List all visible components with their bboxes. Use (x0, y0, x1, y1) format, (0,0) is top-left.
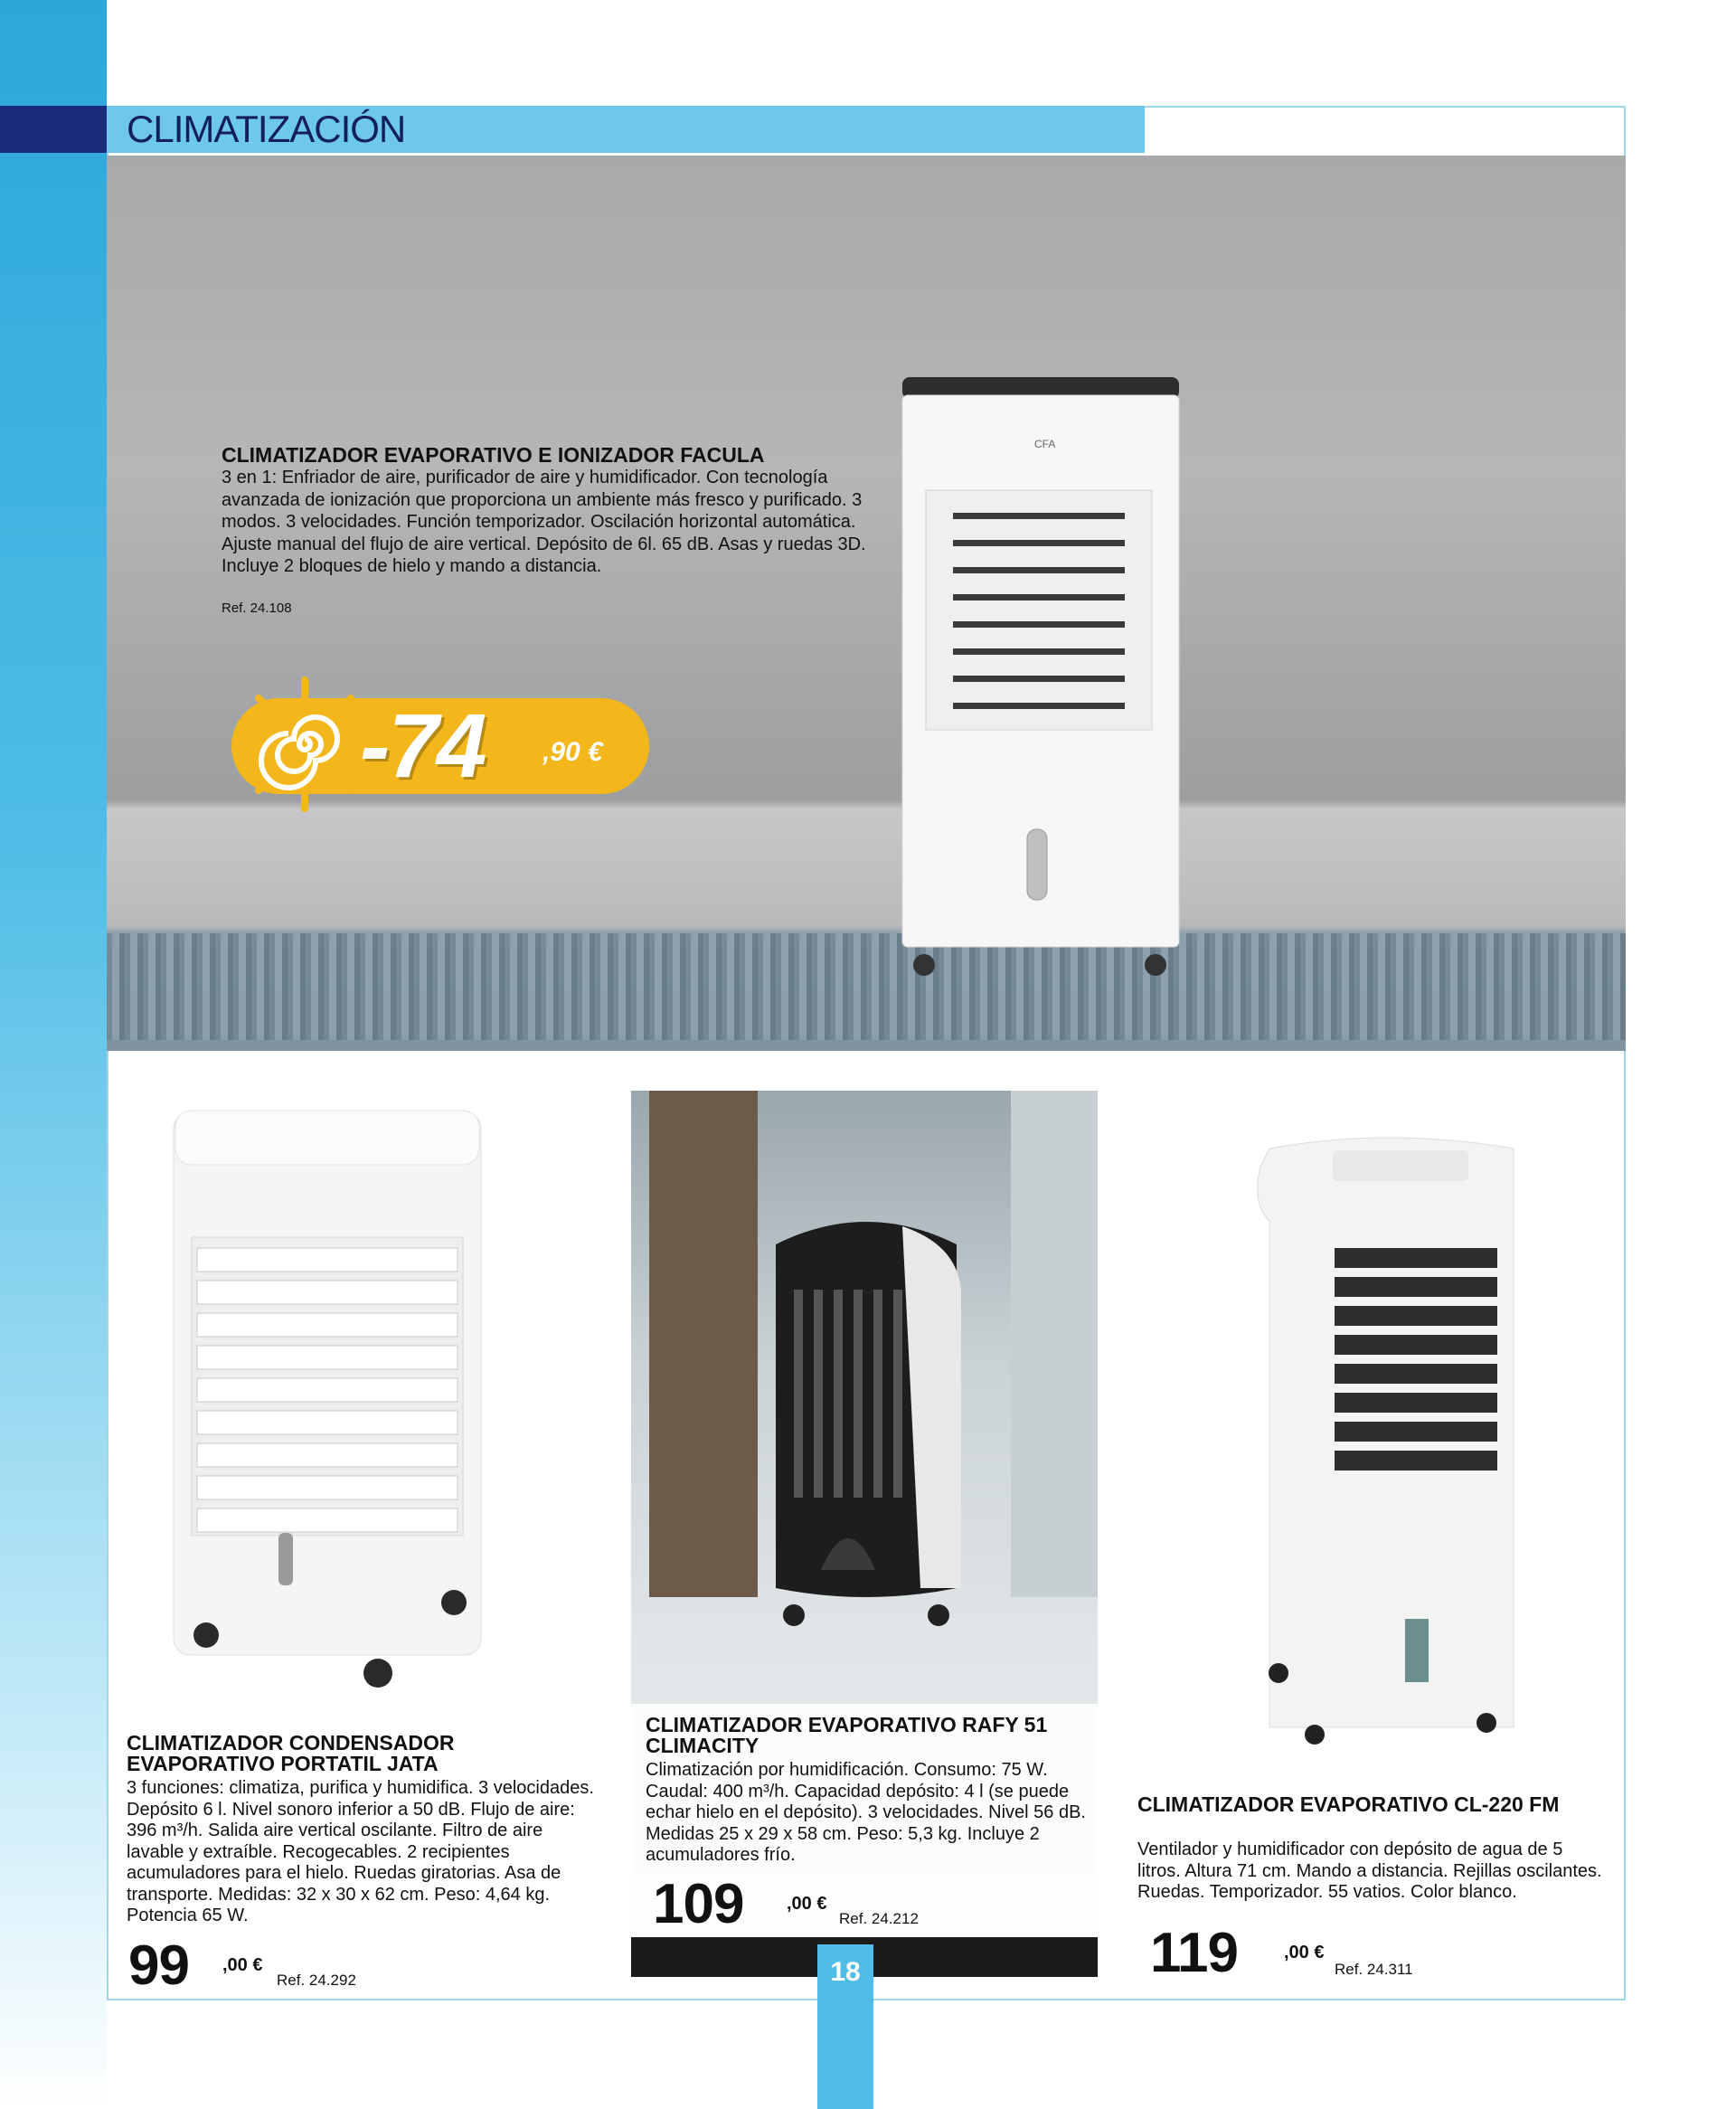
product-1-price-decimals: ,00 € (222, 1955, 263, 1975)
rug (107, 933, 1626, 1040)
product-3-description: Ventilador y humidificador con depósito de agua de 5 litros. Altura 71 cm. Mando a distancia. Rejillas oscilantes. Ruedas. Temporizador. 55 vatios. Color blanco. (1137, 1839, 1602, 1902)
featured-product-name: CLIMATIZADOR EVAPORATIVO E IONIZADOR FACULA (222, 443, 765, 467)
product-3-price-decimals: ,00 € (1284, 1943, 1325, 1962)
product-2-price: 109 (653, 1873, 744, 1935)
featured-price: -74 (360, 695, 486, 797)
featured-product-photo (107, 156, 1626, 1051)
product-1-ref: Ref. 24.292 (277, 1972, 356, 1989)
product-1-name: CLIMATIZADOR CONDENSADOR EVAPORATIVO PORTATIL JATA (127, 1731, 455, 1775)
featured-price-decimals: ,90 € (542, 737, 603, 767)
left-color-band (0, 0, 107, 2109)
window-frame (649, 1091, 758, 1597)
product-2-price-decimals: ,00 € (787, 1894, 827, 1914)
window-frame-right (1011, 1091, 1098, 1597)
header-dark-block (0, 106, 107, 153)
product-1-price: 99 (128, 1934, 189, 1997)
product-2-description: Climatización por humidificación. Consumo: 75 W. Caudal: 400 m³/h. Capacidad depósito: 4 l (se puede echar hielo en el depósito). 3 velocidades. Nivel 56 dB. Medidas 25 x 29 x 58 cm. Peso: 5,3 kg. Incluye 2 acumuladores frío. (646, 1760, 1086, 1865)
product-3-image (1251, 1130, 1523, 1754)
section-title: CLIMATIZACIÓN (127, 108, 406, 150)
brand-mark: CFA (1034, 438, 1056, 450)
page-number: 18 (830, 1957, 861, 1987)
product-3-price: 119 (1150, 1922, 1239, 1984)
product-3-ref: Ref. 24.311 (1335, 1961, 1413, 1978)
product-1-description: 3 funciones: climatiza, purifica y humidifica. 3 velocidades. Depósito 6 l. Nivel sonoro inferior a 50 dB. Flujo de aire: 396 m³/h. Salida aire vertical oscilante. Filtro de aire lavable y extraíble. Recogecables. 2 recipientes acumuladores para el hielo. Ruedas giratorias. Asa de transporte. Medidas: 32 x 30 x 62 cm. Peso: 4,64 kg. Potencia 65 W. (127, 1778, 594, 1925)
sun-icon (237, 676, 373, 812)
featured-cooler-image (899, 377, 1186, 992)
product-3-name: CLIMATIZADOR EVAPORATIVO CL-220 FM (1137, 1792, 1560, 1816)
product-1-image (170, 1103, 486, 1700)
featured-product-description: 3 en 1: Enfriador de aire, purificador de aire y humidificador. Con tecnología avanzada de ionización que proporciona un ambiente más fresco y purificado. 3 modos. 3 velocidades. Función temporizador. Oscilación horizontal automática. Ajuste manual del flujo de aire vertical. Depósito de 6l. 65 dB. Asas y ruedas 3D. Incluye 2 bloques de hielo y mando a distancia. (222, 468, 866, 576)
product-2-name: CLIMATIZADOR EVAPORATIVO RAFY 51 CLIMACITY (646, 1713, 1048, 1757)
product-2-image (758, 1208, 975, 1660)
product-2-ref: Ref. 24.212 (839, 1910, 919, 1927)
featured-product-ref: Ref. 24.108 (222, 601, 292, 616)
